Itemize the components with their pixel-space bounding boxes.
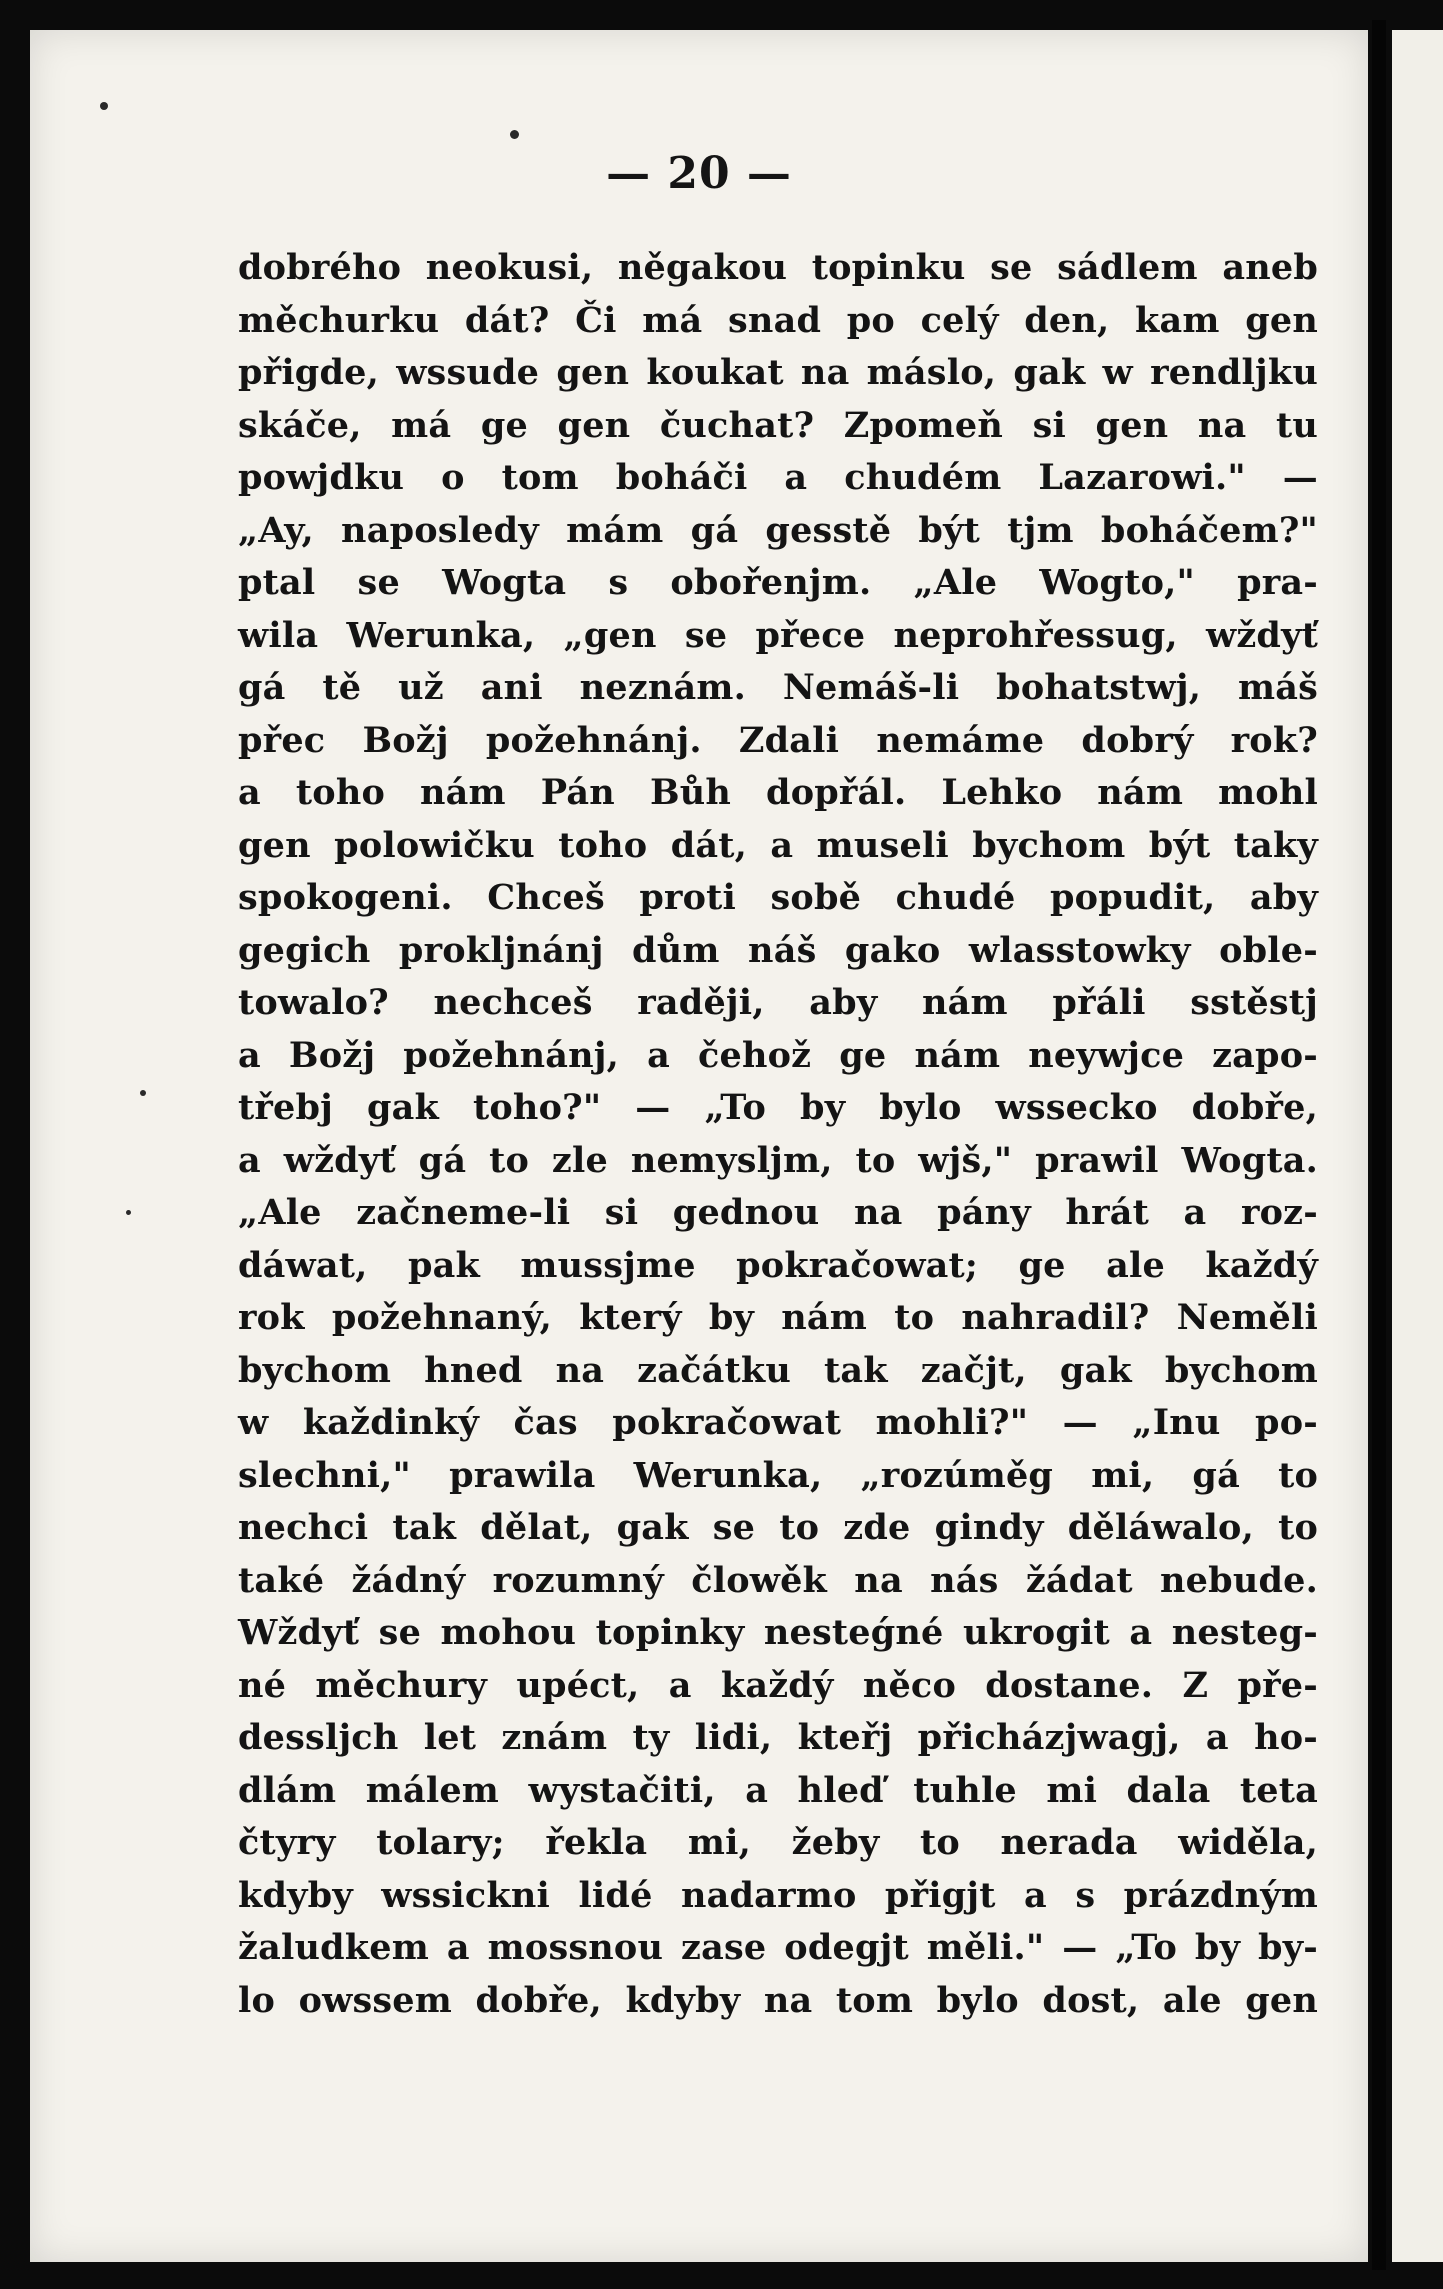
text-line: dlám málem wystačiti, a hleď tuhle mi dala teta [238,1769,1318,1811]
ink-speck [126,1210,131,1215]
text-line: slechni," prawila Werunka, „rozúměg mi, gá to [238,1454,1318,1496]
text-line: „Ale začneme-li si gednou na pány hrát a roz- [238,1192,1318,1233]
text-line: a wždyť gá to zle nemyslјm, to wjš," prawil Wogta. [238,1139,1318,1181]
text-line: w každinký čas pokračowat mohli?" — „Inu po- [238,1402,1318,1443]
text-line: gegich prokljnánj dům náš gako wlasstowky oble- [238,929,1318,971]
text-line: rok požehnaný, který by nám to nahradil? Neměli [238,1297,1318,1338]
text-line: Wždyť se mohou topinky nesteǵné ukrogit a nesteg- [238,1612,1318,1653]
text-line: né měchury upéct, a každý něco dostane. Z pře- [238,1664,1318,1706]
text-line: bychom hned na začátku tak začjt, gak bychom [238,1349,1318,1391]
text-line: také žádný rozumný člowěk na nás žádat nebude. [238,1559,1318,1601]
text-line: gen polowičku toho dát, a museli bychom být taky [238,824,1318,866]
text-line: a toho nám Pán Bůh dopřál. Lehko nám mohl [238,772,1318,813]
text-line: žaludkem a mossnou zase odegjt měli." — „To by by- [238,1927,1318,1968]
text-line: dessljch let znám ty lidi, kteřj přicházjwagj, a ho- [238,1717,1318,1758]
text-line: ptal se Wogta s obořenjm. „Ale Wogto," pra- [238,562,1318,603]
text-line: třebj gak toho?" — „To by bylo wssecko dobře, [238,1087,1318,1128]
text-line: měchurku dát? Či má snad po celý den, kam gen [238,299,1318,341]
text-line: dáwat, pak mussjme pokračowat; ge ale každý [238,1244,1318,1286]
text-line: čtyry tolary; řekla mi, žeby to nerada widěla, [238,1822,1318,1863]
book-gutter [1372,20,1386,2270]
text-line: towalo? nechceš raději, aby nám přáli sstěstj [238,982,1318,1023]
text-line: a Božj požehnánj, a čehož ge nám neywjce zapo- [238,1034,1318,1076]
facing-page-edge [1392,30,1443,2262]
page-number: — 20 — [606,148,792,199]
ink-speck [510,130,519,139]
text-line: gá tě už ani neznám. Nemáš-li bohatstwj, máš [238,667,1318,708]
text-line: kdyby wssickni lidé nadarmo přigjt a s prázdným [238,1874,1318,1916]
text-line: přigde, wssude gen koukat na máslo, gak w rendljku [238,352,1318,393]
ink-speck [100,102,108,110]
ink-speck [140,1090,146,1096]
text-line: přec Božj požehnánj. Zdali nemáme dobrý rok? [238,719,1318,761]
text-line: powjdku o tom boháči a chudém Lazarowi." — [238,457,1318,498]
text-line: lo owssem dobře, kdyby na tom bylo dost, ale gen [238,1979,1318,2021]
text-line: wila Werunka, „gen se přece neprohřessug, wždyť [238,614,1318,656]
book-page [30,30,1368,2262]
text-line: „Ay, naposledy mám gá gesstě být tjm boháčem?" [238,509,1318,551]
text-line: spokogeni. Chceš proti sobě chudé popudit, aby [238,877,1318,918]
text-line: skáče, má ge gen čuchat? Zpomeň si gen na tu [238,404,1318,446]
body-text [238,242,1318,2027]
text-line: dobrého neokusi, něgakou topinku se sádlem aneb [238,247,1318,288]
text-line: nechci tak dělat, gak se to zde gindy děláwalo, to [238,1507,1318,1548]
